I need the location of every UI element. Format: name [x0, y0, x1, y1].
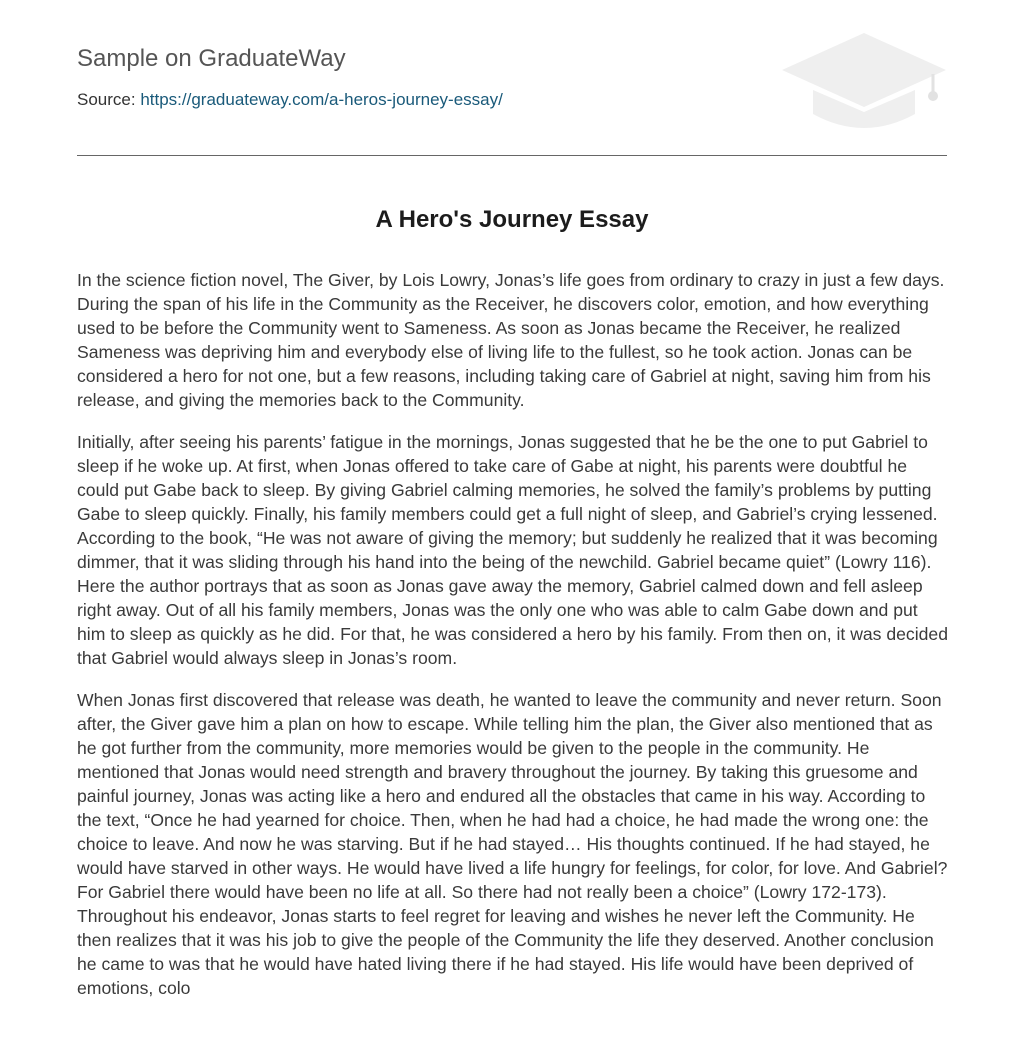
essay-title: A Hero's Journey Essay	[375, 206, 649, 233]
header-divider	[77, 155, 947, 156]
graduation-cap-icon	[781, 30, 947, 134]
site-title: Sample on GraduateWay	[77, 45, 346, 72]
essay-paragraph: When Jonas first discovered that release was death, he wanted to leave the community and never return. Soon after, the Giver gave him a plan on how to escape. While telling him the plan, the Giver also mentioned that as he got further from the community, more memories would be given to the people in the community. He mentioned that Jonas would need strength and bravery throughout the journey. By taking this gruesome and painful journey, Jonas was acting like a hero and endured all the obstacles that came in his way. According to the text, “Once he had yearned for choice. Then, when he had had a choice, he had made the wrong one: the choice to leave. And now he was starving. But if he had stayed… His thoughts continued. If he had stayed, he would have starved in other ways. He would have lived a life hungry for feelings, for color, for love. And Gabriel? For Gabriel there would have been no life at all. So there had not really been a choice” (Lowry 172-173). Throughout his endeavor, Jonas starts to feel regret for leaving and wishes he never left the Community. He then realizes that it was his job to give the people of the Community the life they deserved. Another conclusion he came to was that he would have hated living there if he had stayed. His life would have been deprived of emotions, colo	[77, 690, 948, 998]
source-label: Source:	[77, 90, 136, 109]
essay-paragraph: Initially, after seeing his parents’ fatigue in the mornings, Jonas suggested that he be the one to put Gabriel to sleep if he woke up. At first, when Jonas offered to take care of Gabe at night, his parents were doubtful he could put Gabe back to sleep. By giving Gabriel calming memories, he solved the family’s problems by putting Gabe to sleep quickly. Finally, his family members could get a full night of sleep, and Gabriel’s crying lessened. According to the book, “He was not aware of giving the memory; but suddenly he realized that it was becoming dimmer, that it was sliding through his hand into the being of the newchild. Gabriel became quiet” (Lowry 116). Here the author portrays that as soon as Jonas gave away the memory, Gabriel calmed down and fell asleep right away. Out of all his family members, Jonas was the only one who was able to calm Gabe down and put him to sleep as quickly as he did. For that, he was considered a hero by his family. From then on, it was decided that Gabriel would always sleep in Jonas’s room.	[77, 432, 948, 668]
page-header	[77, 0, 947, 156]
essay-paragraph: In the science fiction novel, The Giver, by Lois Lowry, Jonas’s life goes from ordinary to crazy in just a few days. During the span of his life in the Community as the Receiver, he discovers color, emotion, and how everything used to be before the Community went to Sameness. As soon as Jonas became the Receiver, he realized Sameness was depriving him and everybody else of living life to the fullest, so he took action. Jonas can be considered a hero for not one, but a few reasons, including taking care of Gabriel at night, saving him from his release, and giving the memories back to the Community.	[77, 270, 945, 410]
essay-body	[77, 268, 949, 1018]
source-link[interactable]: https://graduateway.com/a-heros-journey-essay/	[140, 90, 503, 109]
source-line	[77, 89, 503, 111]
